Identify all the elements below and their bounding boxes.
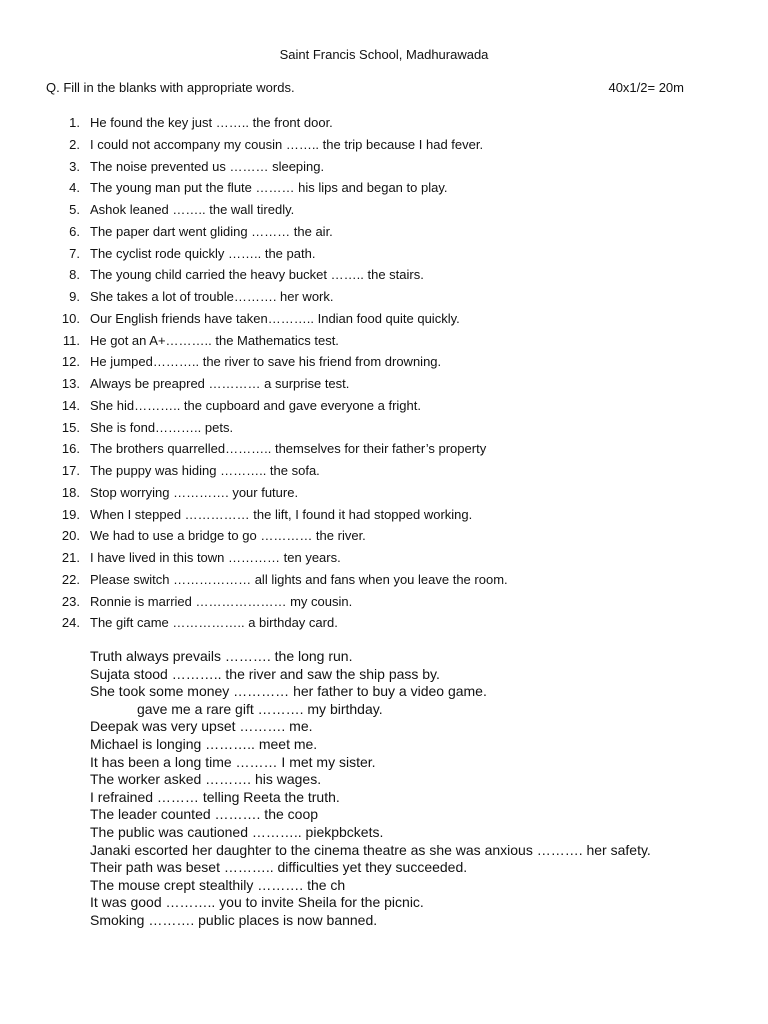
- question-text: I have lived in this town ………… ten years.: [90, 550, 341, 565]
- question-number: 12.: [61, 354, 80, 370]
- question-number: 6.: [69, 223, 80, 239]
- question-item: [0, 419, 768, 441]
- question-item: [0, 136, 768, 158]
- question-text: The gift came …………….. a birthday card.: [90, 615, 338, 631]
- question-text: She takes a lot of trouble………. her work.: [90, 289, 334, 304]
- marks-allocation: 40x1/2= 20m: [608, 80, 684, 95]
- question-instruction: Q. Fill in the blanks with appropriate words.: [46, 80, 295, 95]
- question-item: [0, 288, 768, 310]
- question-text: The puppy was hiding ……….. the sofa.: [90, 463, 320, 478]
- question-item: Michael is longing ……….. meet me.: [90, 735, 318, 752]
- question-text: The young man put the flute ……… his lips and began to play.: [90, 180, 448, 196]
- question-text: She is fond……….. pets.: [90, 419, 234, 435]
- question-item: The leader counted ………. the coop: [90, 806, 319, 823]
- question-text: When I stepped …………… the lift, I found it had stopped working.: [90, 506, 473, 522]
- question-item: [0, 375, 768, 397]
- question-number: 5.: [69, 202, 80, 217]
- question-number: 23.: [61, 593, 80, 609]
- question-item: It has been a long time ……… I met my sister.: [90, 753, 376, 770]
- question-number: 8.: [69, 267, 80, 283]
- question-item: Janaki escorted her daughter to the cinema theatre as she was anxious ………. her safety.: [90, 841, 651, 858]
- question-item: [0, 506, 768, 528]
- question-item: [0, 245, 768, 267]
- question-item: Their path was beset ……….. difficulties yet they succeeded.: [90, 859, 468, 876]
- question-number: 13.: [61, 376, 80, 391]
- question-item: [0, 397, 768, 419]
- question-text: The brothers quarrelled……….. themselves for their father’s property: [90, 441, 487, 457]
- question-number: 24.: [61, 615, 80, 631]
- numbered-questions-list: [0, 114, 768, 636]
- question-item: [0, 223, 768, 245]
- question-text: The noise prevented us ……… sleeping.: [90, 158, 325, 174]
- question-item: She took some money ………… her father to buy a video game.: [90, 683, 487, 700]
- school-name: Saint Francis School, Madhurawada: [279, 47, 489, 62]
- question-text: He got an A+……….. the Mathematics test.: [90, 332, 339, 348]
- question-text: He found the key just …….. the front door.: [90, 115, 333, 130]
- question-item: [0, 484, 768, 506]
- question-item: Smoking ………. public places is now banned.: [90, 911, 378, 928]
- question-item: [0, 353, 768, 375]
- question-number: 14.: [61, 397, 80, 413]
- question-item: [0, 114, 768, 136]
- question-item: [0, 462, 768, 484]
- question-number: 3.: [69, 158, 80, 174]
- question-number: 21.: [61, 550, 80, 565]
- question-text: The young child carried the heavy bucket …….. the stairs.: [90, 267, 424, 283]
- question-item: Deepak was very upset ………. me.: [90, 718, 313, 735]
- unnumbered-questions-list: [90, 648, 750, 930]
- question-item: I refrained ……… telling Reeta the truth.: [90, 788, 340, 805]
- question-number: 20.: [61, 528, 80, 544]
- question-item: [0, 593, 768, 615]
- question-number: 7.: [69, 245, 80, 261]
- question-item: Sujata stood ……….. the river and saw the ship pass by.: [90, 665, 440, 682]
- question-item: [0, 527, 768, 549]
- question-text: Stop worrying …………. your future.: [90, 484, 299, 500]
- question-number: 19.: [61, 506, 80, 522]
- question-number: 16.: [61, 441, 80, 457]
- question-number: 2.: [69, 136, 80, 152]
- question-text: Our English friends have taken……….. Indian food quite quickly.: [90, 310, 460, 326]
- question-item: [0, 332, 768, 354]
- question-item: [0, 614, 768, 636]
- question-text: The paper dart went gliding ……… the air.: [90, 223, 333, 239]
- question-item: The worker asked ………. his wages.: [90, 771, 322, 788]
- question-text: I could not accompany my cousin …….. the trip because I had fever.: [90, 136, 484, 152]
- question-item: [0, 549, 768, 571]
- question-item: The mouse crept stealthily ………. the ch: [90, 876, 346, 893]
- question-item: [0, 158, 768, 180]
- question-item: [0, 571, 768, 593]
- question-text: She hid……….. the cupboard and gave everyone a fright.: [90, 397, 421, 413]
- question-number: 22.: [61, 571, 80, 587]
- question-text: Always be preapred ………… a surprise test.: [90, 376, 350, 391]
- question-item: [0, 201, 768, 223]
- question-number: 4.: [69, 180, 80, 196]
- question-text: We had to use a bridge to go ………… the river.: [90, 528, 366, 544]
- question-number: 17.: [61, 463, 80, 478]
- question-number: 11.: [62, 332, 80, 348]
- question-number: 1.: [69, 115, 80, 130]
- question-number: 10.: [61, 310, 80, 326]
- question-item: The public was cautioned ……….. piekpbckets.: [90, 823, 384, 840]
- question-text: Ashok leaned …….. the wall tiredly.: [90, 202, 295, 217]
- question-item: [0, 266, 768, 288]
- question-text: Ronnie is married ………………… my cousin.: [90, 593, 353, 609]
- question-text: The cyclist rode quickly …….. the path.: [90, 245, 316, 261]
- question-item: gave me a rare gift ………. my birthday.: [137, 700, 383, 717]
- question-number: 15.: [61, 419, 80, 435]
- question-item: Truth always prevails ………. the long run.: [90, 648, 353, 664]
- question-text: Please switch ……………… all lights and fans when you leave the room.: [90, 571, 508, 587]
- question-item: [0, 440, 768, 462]
- question-number: 18.: [61, 484, 80, 500]
- question-text: He jumped……….. the river to save his friend from drowning.: [90, 354, 442, 370]
- question-item: [0, 179, 768, 201]
- question-number: 9.: [69, 289, 80, 304]
- question-item: It was good ……….. you to invite Sheila for the picnic.: [90, 894, 424, 911]
- question-item: [0, 310, 768, 332]
